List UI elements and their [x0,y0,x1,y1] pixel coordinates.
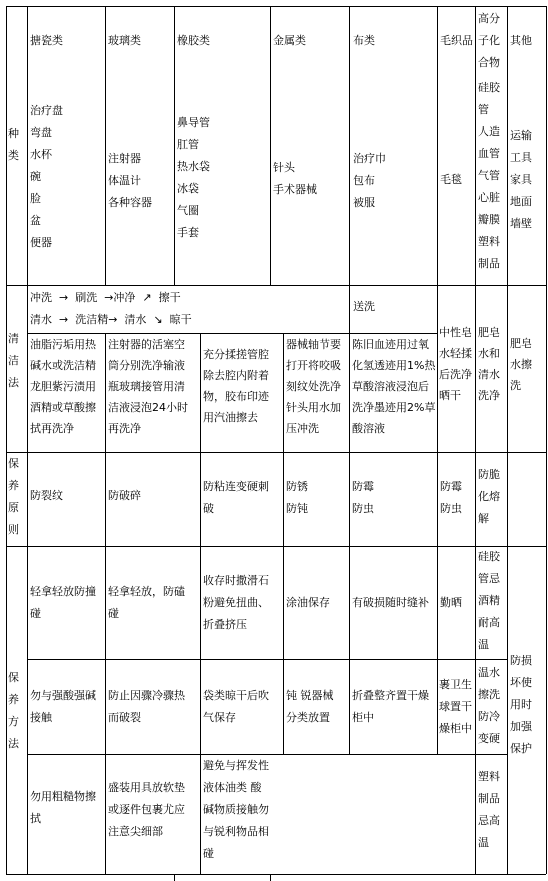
cleaning-rubber: 充分揉搓管腔 除去腔内附着 物，胶布印迹 用汽油擦去 [203,348,269,424]
col-divider [283,333,284,754]
cleaning-other: 肥皂 水擦 洗 [510,337,532,392]
header-metal: 金属类 [273,34,306,47]
cleaning-cloth: 陈旧血迹用过氧 化氢透迹用1%热 草酸溶液浸泡后 洗净墨迹用2%草 酸溶液 [352,338,436,435]
row-label-cleaning: 清 洁 法 [8,332,19,389]
methods-r1-enamel: 轻拿轻放防撞 碰 [30,585,96,620]
methods-r2-glass: 防止因骤冷骤热 而破裂 [108,689,185,724]
principle-polymer: 防脆 化熔 解 [478,468,500,525]
header-wool: 毛织品 [440,34,473,47]
col-divider [507,6,508,874]
header-rubber: 橡胶类 [177,34,210,47]
methods-r1-rubber: 收存时撒滑石 粉避免扭曲、 折叠挤压 [203,574,269,631]
cleaning-metal: 器械轴节要 打开将咬吸 刻纹处洗净 针头用水加 压冲洗 [286,338,341,435]
methods-r2-cloth: 折叠整齐置干燥 柜中 [352,689,429,724]
table-border-top [6,6,546,7]
col-divider [437,6,438,754]
methods-r2-wool: 裹卫生 球置干 燥柜中 [439,678,472,735]
types-glass: 注射器 体温计 各种容器 [108,152,152,209]
methods-r3-enamel: 勿用粗糙物擦 拭 [30,790,96,825]
row-divider [6,285,546,286]
methods-r1-glass: 轻拿轻放，防磕 碰 [108,585,185,620]
methods-r2-polymer: 温水 擦洗 防冷 变硬 [478,666,500,745]
header-polymer: 高分 子化 合物 [478,12,500,69]
header-enamel: 搪瓷类 [30,34,63,47]
col-divider [270,874,271,881]
types-wool: 毛毯 [440,173,462,186]
col-divider [174,874,175,881]
col-divider [349,285,350,333]
cleaning-glass: 注射器的活塞空 筒分别洗净输液 瓶玻璃接管用清 洁液浸泡24小时 再洗净 [108,338,188,435]
methods-r1-metal: 涂油保存 [286,596,330,609]
row-divider [6,546,546,547]
col-divider [105,6,106,285]
types-rubber: 鼻导管 肛管 热水袋 冰袋 气圈 手套 [177,116,210,239]
col-divider [200,333,201,874]
methods-other: 防损 坏使 用时 加强 保护 [510,654,532,755]
row-divider [27,659,507,660]
cleaning-flow: 冲洗 → 刷洗 →冲净 ↗ 擦干 清水 → 洗洁精→ 清水 ↘ 晾干 [30,291,192,326]
row-label-types: 种 类 [8,127,19,162]
principle-enamel: 防裂纹 [30,489,63,502]
principle-glass: 防破碎 [108,489,141,502]
methods-r1-wool: 勤晒 [440,596,462,609]
row-label-principle: 保 养 原 则 [8,457,19,536]
col-divider [349,6,350,285]
types-enamel: 治疗盘 弯盘 水杯 碗 脸 盆 便器 [30,104,63,249]
header-other: 其他 [510,34,532,47]
col-divider [475,6,476,874]
row-divider [6,452,546,453]
col-divider [105,333,106,874]
header-glass: 玻璃类 [108,34,141,47]
cleaning-cloth-send: 送洗 [353,300,375,313]
header-cloth: 布类 [353,34,375,47]
cleaning-enamel: 油脂污垢用热 碱水或洗洁精 龙胆紫污渍用 酒精或草酸擦 拭再洗净 [30,338,96,435]
types-polymer: 硅胶 管 人造 血管 气管 心脏 瓣膜 塑料 制品 [478,81,500,270]
methods-r3-polymer: 塑料 制品 忌高 温 [478,770,500,849]
principle-metal: 防锈 防钝 [286,480,308,515]
row-label-methods: 保 养 方 法 [8,671,19,750]
methods-r2-metal: 钝 锐器械 分类放置 [286,689,334,724]
table-border-right [546,6,547,874]
cleaning-polymer: 肥皂 水和 清水 洗净 [478,326,500,402]
methods-r1-polymer: 硅胶 管忌 酒精 耐高 温 [478,550,500,651]
col-divider [349,333,350,754]
methods-r1-cloth: 有破损随时缝补 [352,596,429,609]
principle-rubber: 防粘连变硬刺 破 [203,480,269,515]
principle-cloth: 防霉 防虫 [352,480,374,515]
col-divider [174,6,175,285]
col-divider [270,6,271,285]
table-border-bottom [6,874,546,875]
principle-wool: 防霉 防虫 [440,480,462,515]
types-other: 运输 工具 家具 地面 墙壁 [510,129,532,230]
methods-r3-glass: 盛装用具放软垫 或逐件包裹尤应 注意尖细部 [108,781,185,838]
methods-r3-rubber: 避免与挥发性 液体油类 酸 碱物质接触勿 与锐利物品相 碰 [203,759,269,860]
methods-r2-enamel: 勿与强酸强碱 接触 [30,689,96,724]
table-border-left [6,6,7,874]
cleaning-wool: 中性皂 水轻揉 后洗净 晒干 [439,326,472,402]
col-divider [27,6,28,874]
types-metal: 针头 手术器械 [273,161,317,196]
types-cloth: 治疗巾 包布 被服 [353,152,386,209]
methods-r2-rubber: 袋类晾干后吹 气保存 [203,689,269,724]
